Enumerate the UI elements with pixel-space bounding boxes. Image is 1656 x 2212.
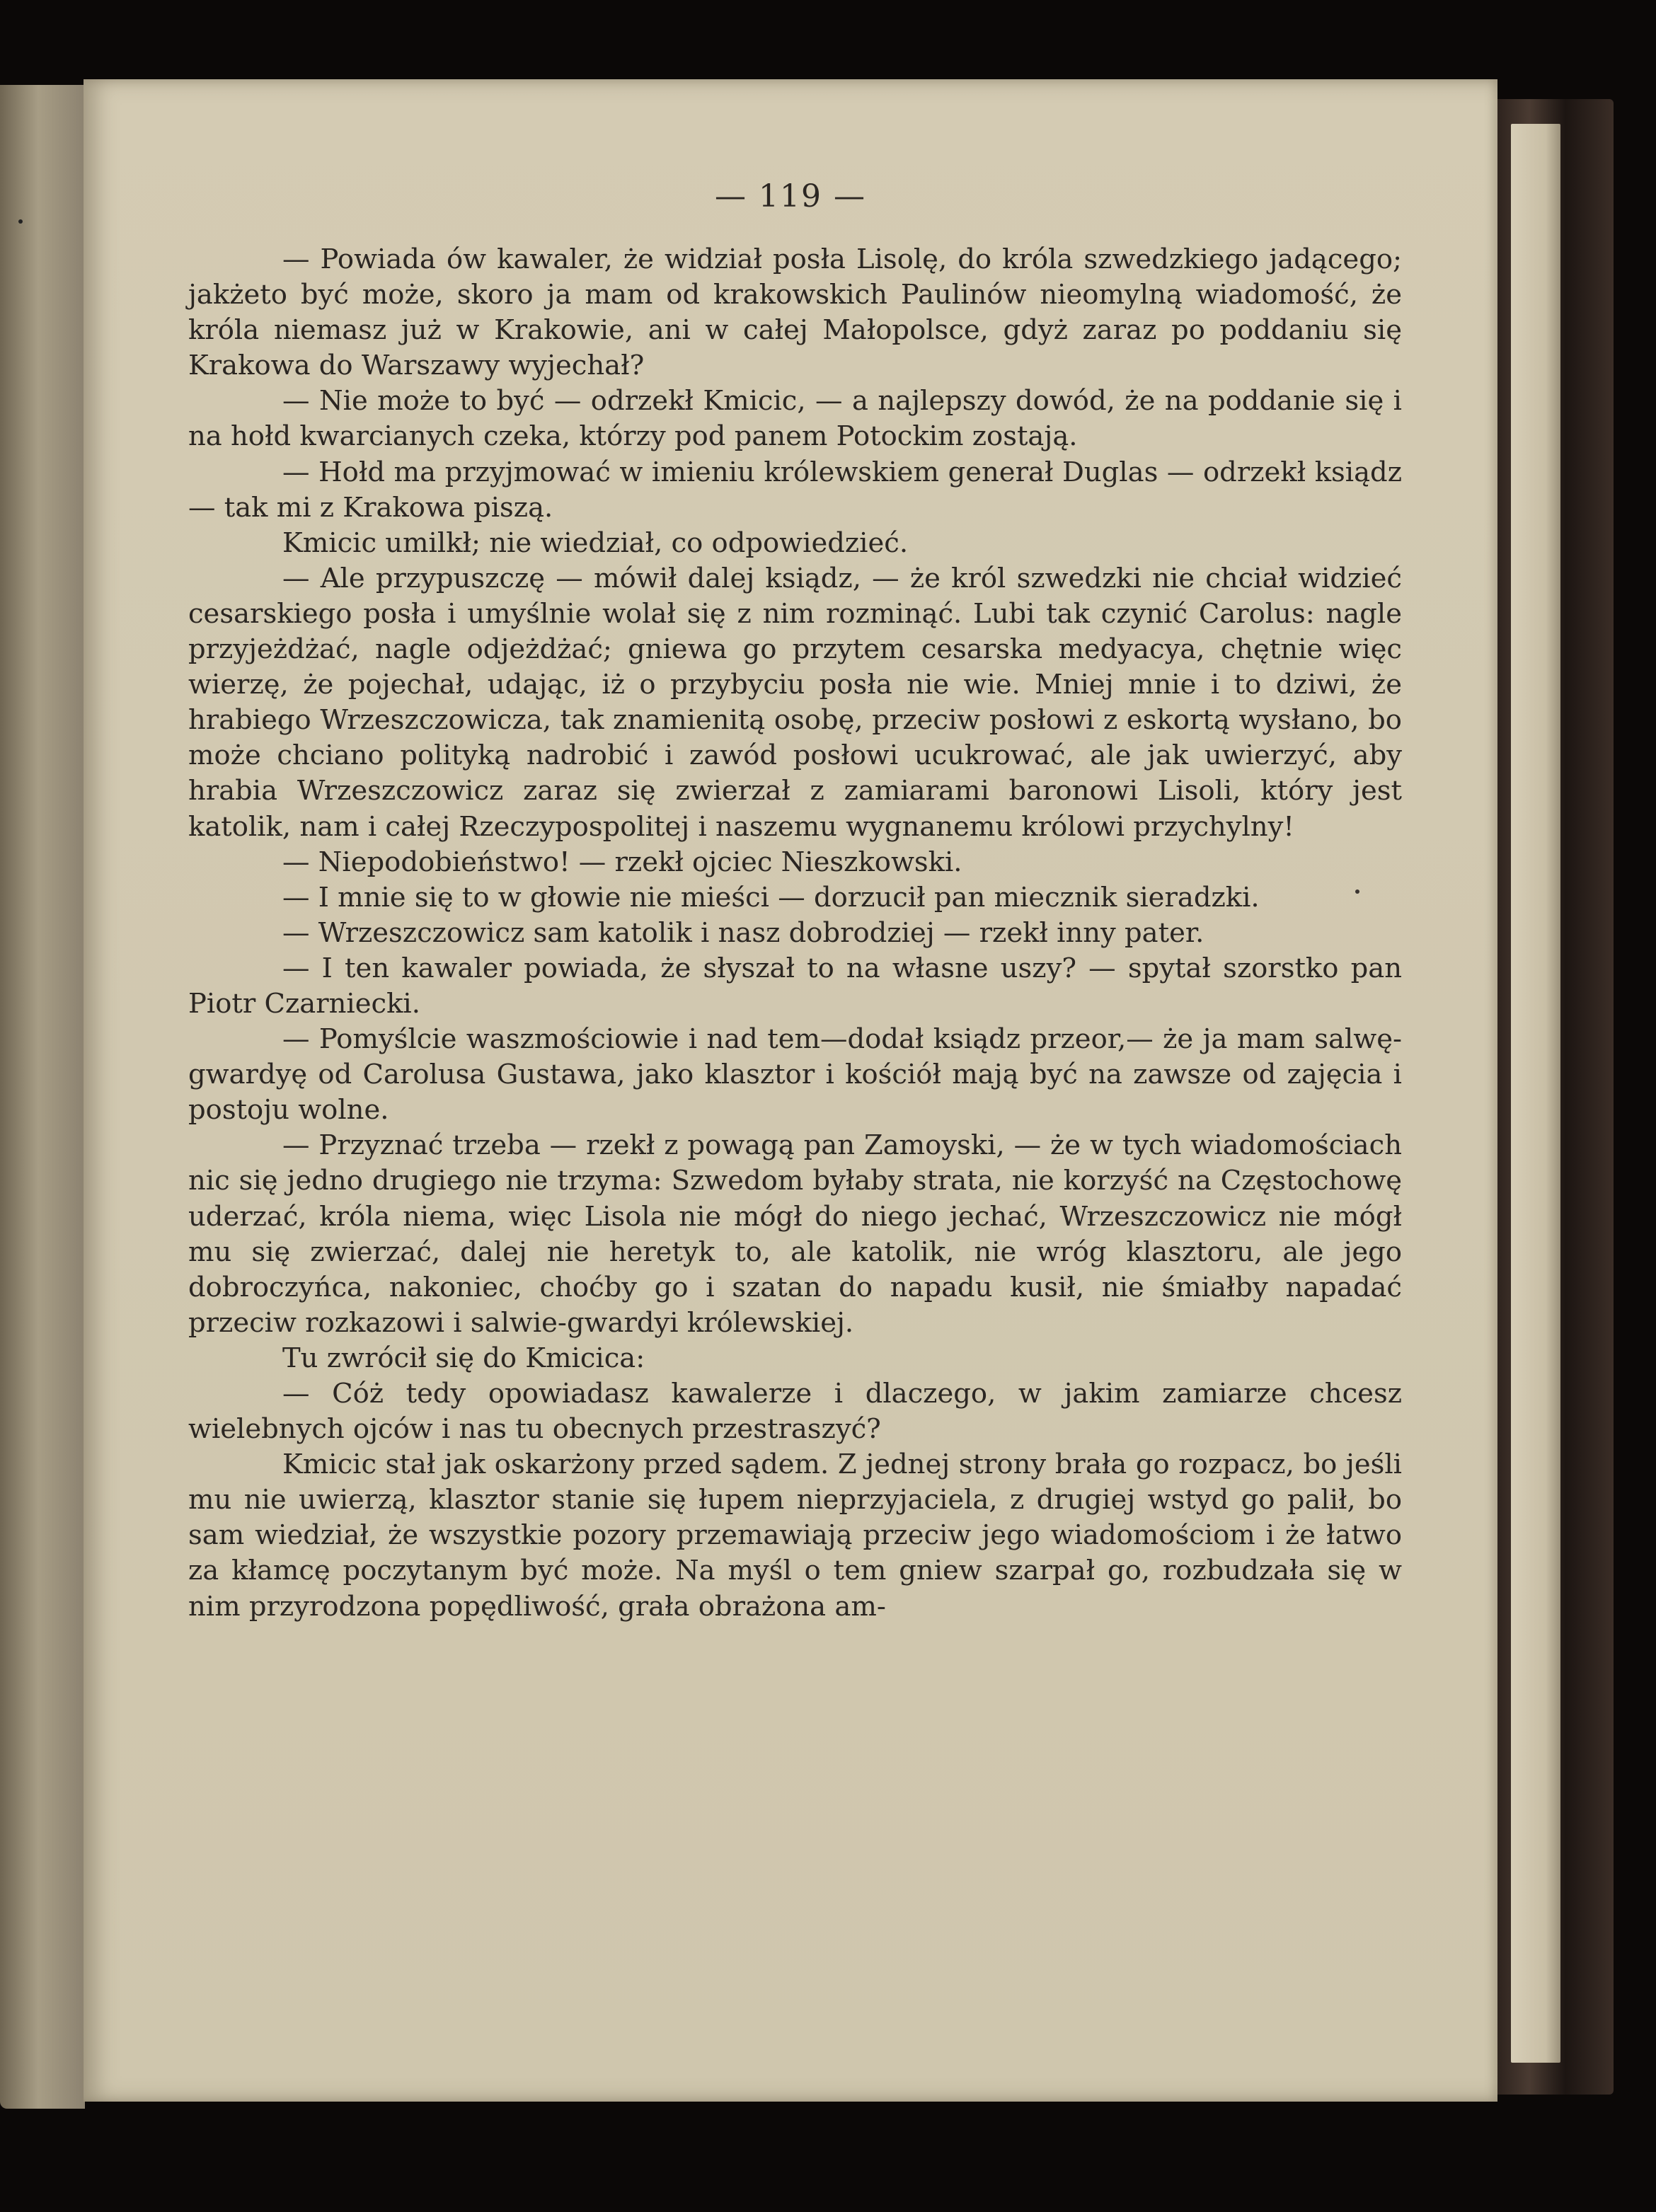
paragraph: Kmicic umilkł; nie wiedział, co odpowiedzieć. [282,526,909,559]
body-text [188,242,1402,1625]
ink-speck [18,219,23,224]
book-page [84,79,1497,2102]
paragraph: — Niepodobieństwo! — rzekł ojciec Nieszkowski. [282,846,962,878]
paragraph: — Nie może to być — odrzekł Kmicic, — a najlepszy dowód, że na poddanie się i na hołd kwarcianych czeka, którzy pod panem Potockim zostają. [188,385,1402,453]
paragraph: — Powiada ów kawaler, że widział posła Lisolę, do króla szwedzkiego jadącego; jakżeto być może, skoro ja mam od krakowskich Paulinów nieomylną wiadomość, że króla niemasz już w Krakowie, ani w całej Małopolsce, gdyż zaraz po poddaniu się Krakowa do Warszawy wyjechał? [188,243,1402,382]
paragraph: — Przyznać trzeba — rzekł z powagą pan Zamoyski, — że w tych wiadomościach nic się jedno drugiego nie trzyma: Szwedom byłaby strata, nie korzyść na Częstochowę uderzać, króla niema, więc Lisola nie mógł do niego jechać, Wrzeszczowicz nie mógł mu się zwierzać, dalej nie heretyk to, ale katolik, nie wróg klasztoru, ale jego dobroczyńca, nakoniec, choćby go i szatan do napadu kusił, nie śmiałby napadać przeciw rozkazowi i salwie-gwardyi królewskiej. [188,1129,1402,1339]
paragraph: — Wrzeszczowicz sam katolik i nasz dobrodziej — rzekł inny pater. [282,916,1204,949]
left-page-edge [0,85,85,2109]
paragraph: — Hołd ma przyjmować w imieniu królewskiem generał Duglas — odrzekł ksiądz — tak mi z Krakowa piszą. [188,456,1402,524]
page-stack-edge [1511,124,1560,2063]
paragraph: — Cóż tedy opowiadasz kawalerze i dlaczego, w jakim zamiarze chcesz wielebnych ojców i nas tu obecnych przestraszyć? [188,1378,1402,1446]
paragraph: — I mnie się to w głowie nie mieści — dorzucił pan miecznik sieradzki. [282,881,1260,914]
paragraph: — I ten kawaler powiada, że słyszał to na własne uszy? — spytał szorstko pan Piotr Czarniecki. [188,952,1402,1020]
page-number: — 119 — [715,178,866,214]
paragraph: — Ale przypuszczę — mówił dalej ksiądz, — że król szwedzki nie chciał widzieć cesarskiego posła i umyślnie wolał się z nim rozminąć. Lubi tak czynić Carolus: nagle przyjeżdżać, nagle odjeżdżać; gniewa go przytem cesarska medyacya, chętnie więc wierzę, że pojechał, udając, iż o przybyciu posła nie wie. Mniej mnie i to dziwi, że hrabiego Wrzeszczowicza, tak znamienitą osobę, przeciw posłowi z eskortą wysłano, bo może chciano polityką nadrobić i zawód posłowi ucukrować, ale jak uwierzyć, aby hrabia Wrzeszczowicz zaraz się zwierzał z zamiarami baronowi Lisoli, który jest katolik, nam i całej Rzeczypospolitej i naszemu wygnanemu królowi przychylny! [188,562,1402,843]
paragraph: — Pomyślcie waszmościowie i nad tem—dodał ksiądz przeor,— że ja mam salwę-gwardyę od Carolusa Gustawa, jako klasztor i kościół mają być na zawsze od zajęcia i postoju wolne. [188,1023,1402,1127]
paragraph: Tu zwrócił się do Kmicica: [282,1342,645,1374]
paragraph: Kmicic stał jak oskarżony przed sądem. Z jednej strony brała go rozpacz, bo jeśli mu nie uwierzą, klasztor stanie się łupem nieprzyjaciela, z drugiej wstyd go palił, bo sam wiedział, że wszystkie pozory przemawiają przeciw jego wiadomościom i że łatwo za kłamcę poczytanym być może. Na myśl o tem gniew szarpał go, rozbudzała się w nim przyrodzona popędliwość, grała obrażona am- [188,1448,1402,1623]
